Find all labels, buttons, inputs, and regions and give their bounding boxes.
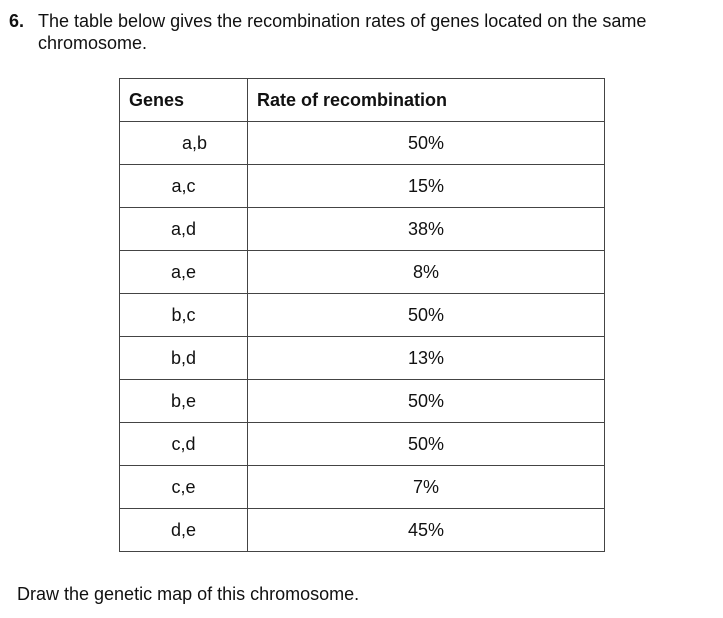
rate-cell: 13%: [248, 337, 605, 380]
genes-cell: a,d: [120, 208, 248, 251]
rate-cell: 50%: [248, 122, 605, 165]
table-row: [120, 509, 605, 552]
table-row: [120, 122, 605, 165]
table-row: [120, 466, 605, 509]
header-rate: Rate of recombination: [248, 79, 605, 122]
rate-cell: 7%: [248, 466, 605, 509]
recombination-table: [119, 78, 605, 552]
table-header-row: [120, 79, 605, 122]
genes-cell: c,d: [120, 423, 248, 466]
genes-cell: b,d: [120, 337, 248, 380]
question-text: The table below gives the recombination rates of genes located on the same chromosome.: [38, 11, 647, 53]
rate-cell: 50%: [248, 380, 605, 423]
genes-cell: a,b: [120, 122, 248, 165]
table-row: [120, 294, 605, 337]
rate-cell: 8%: [248, 251, 605, 294]
table-row: [120, 251, 605, 294]
genes-cell: a,c: [120, 165, 248, 208]
genes-cell: b,c: [120, 294, 248, 337]
rate-cell: 50%: [248, 294, 605, 337]
question-number: 6.: [9, 11, 25, 31]
table-row: [120, 165, 605, 208]
genes-cell: d,e: [120, 509, 248, 552]
table-row: [120, 337, 605, 380]
header-genes: Genes: [120, 79, 248, 122]
table-row: [120, 423, 605, 466]
genes-cell: c,e: [120, 466, 248, 509]
rate-cell: 15%: [248, 165, 605, 208]
rate-cell: 38%: [248, 208, 605, 251]
table-row: [120, 380, 605, 423]
genes-cell: a,e: [120, 251, 248, 294]
rate-cell: 45%: [248, 509, 605, 552]
genes-cell: b,e: [120, 380, 248, 423]
recombination-table-container: [119, 78, 605, 552]
table-row: [120, 208, 605, 251]
rate-cell: 50%: [248, 423, 605, 466]
question: [9, 10, 714, 54]
instruction-text: Draw the genetic map of this chromosome.: [17, 584, 360, 604]
